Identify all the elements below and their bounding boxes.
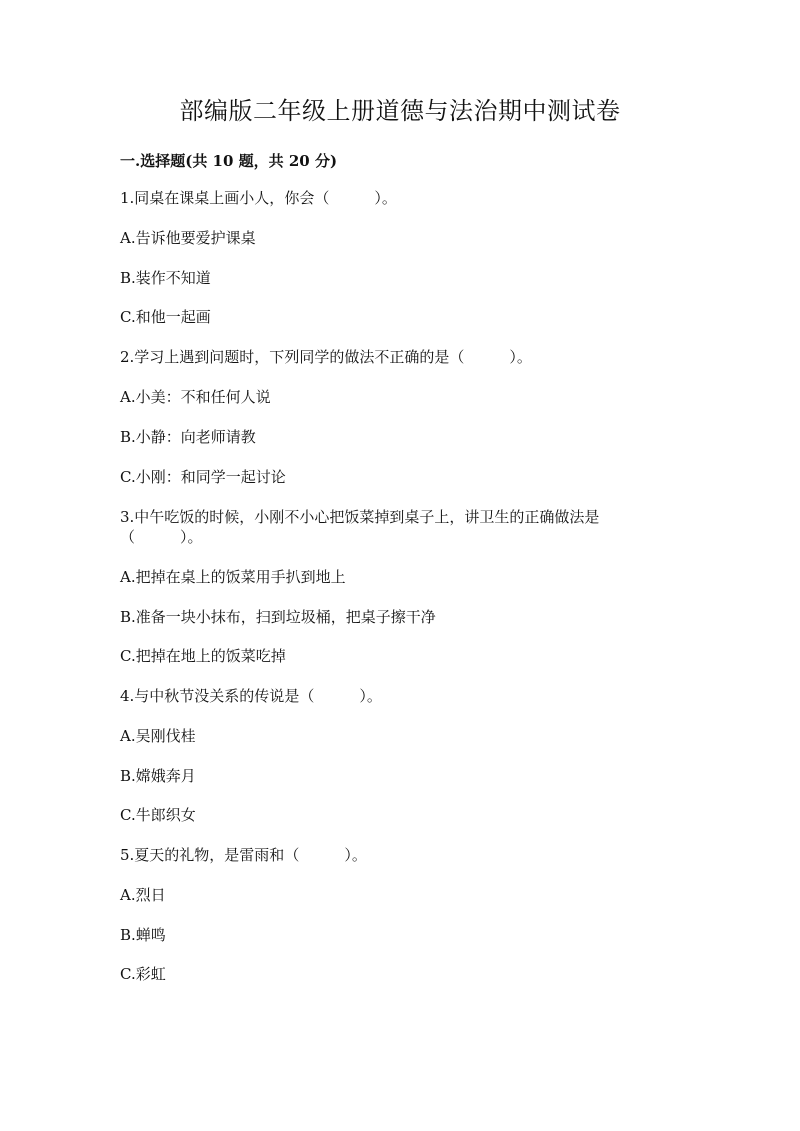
question-4-option-b[interactable]: B.嫦娥奔月 [120,767,196,785]
question-1-option-a[interactable]: A.告诉他要爱护课桌 [120,229,256,247]
question-1-option-c[interactable]: C.和他一起画 [120,308,211,326]
question-3-option-c[interactable]: C.把掉在地上的饭菜吃掉 [120,647,286,665]
question-2-option-a[interactable]: A.小美：不和任何人说 [120,388,271,406]
question-5-stem: 5.夏天的礼物，是雷雨和（ ）。 [120,846,367,864]
question-4-option-a[interactable]: A.吴刚伐桂 [120,727,196,745]
question-1-option-b[interactable]: B.装作不知道 [120,269,211,287]
page-title: 部编版二年级上册道德与法治期中测试卷 [179,97,621,125]
question-4-stem: 4.与中秋节没关系的传说是（ ）。 [120,687,382,705]
question-3-stem-line-1: 3.中午吃饭的时候，小刚不小心把饭菜掉到桌子上，讲卫生的正确做法是 [120,508,600,526]
section-header: 一.选择题(共 10 题，共 20 分) [120,152,338,170]
question-3-option-a[interactable]: A.把掉在桌上的饭菜用手扒到地上 [120,568,346,586]
question-3-stem-line-2: （ ）。 [120,528,203,546]
question-5-option-c[interactable]: C.彩虹 [120,965,166,983]
question-2-option-b[interactable]: B.小静：向老师请教 [120,428,256,446]
question-2-option-c[interactable]: C.小刚：和同学一起讨论 [120,468,286,486]
question-3-option-b[interactable]: B.准备一块小抹布，扫到垃圾桶，把桌子擦干净 [120,608,436,626]
question-2-stem: 2.学习上遇到问题时，下列同学的做法不正确的是（ ）。 [120,348,532,366]
question-5-option-a[interactable]: A.烈日 [120,886,166,904]
question-1-stem: 1.同桌在课桌上画小人，你会（ ）。 [120,189,397,207]
question-5-option-b[interactable]: B.蝉鸣 [120,926,166,944]
question-4-option-c[interactable]: C.牛郎织女 [120,806,196,824]
